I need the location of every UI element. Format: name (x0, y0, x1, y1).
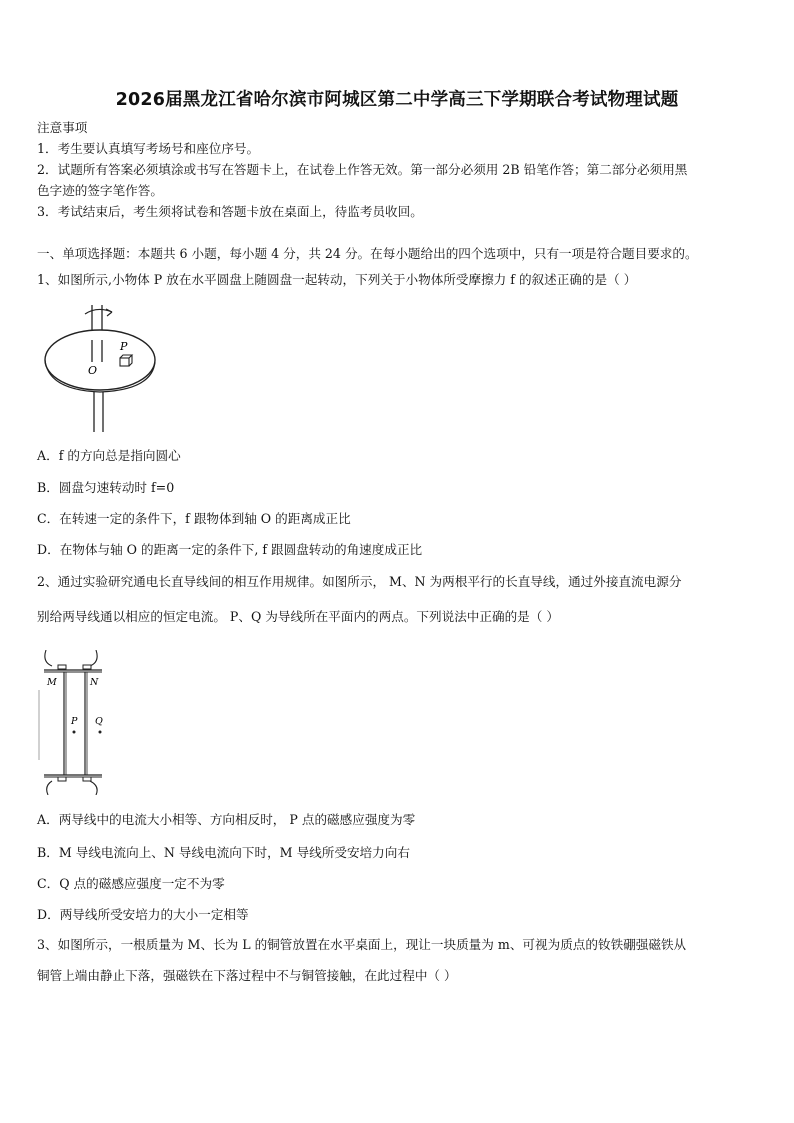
question-2-option-a: A．两导线中的电流大小相等、方向相反时， P 点的磁感应强度为零 (37, 812, 416, 827)
question-2-stem-line-1: 2、通过实验研究通电长直导线间的相互作用规律。如图所示， M、N 为两根平行的长直导线，通过外接直流电源分 (37, 574, 682, 589)
question-3-stem-line-1: 3、如图所示，一根质量为 M、长为 L 的铜管放置在水平桌面上，现让一块质量为 m、可视为质点的钕铁硼强磁铁从 (37, 937, 687, 952)
question-1-option-a: A．f 的方向总是指向圆心 (37, 448, 181, 463)
parallel-wires-figure (38, 650, 110, 795)
section-heading: 一、单项选择题：本题共 6 小题，每小题 4 分，共 24 分。在每小题给出的四个选项中，只有一项是符合题目要求的。 (37, 246, 698, 261)
label-n: N (90, 677, 99, 688)
question-1-option-b: B．圆盘匀速转动时 f=0 (37, 480, 175, 495)
label-p: P (120, 340, 128, 353)
label-m: M (47, 677, 57, 688)
notes-heading: 注意事项 (37, 120, 88, 135)
note-item-3: 3．考试结束后，考生须将试卷和答题卡放在桌面上，待监考员收回。 (37, 204, 423, 219)
note-item-2-continued: 色字迹的签字笔作答。 (37, 183, 163, 198)
question-2-option-b: B．M 导线电流向上、N 导线电流向下时，M 导线所受安培力向右 (37, 845, 410, 860)
label-q: Q (95, 716, 103, 727)
note-item-2: 2．试题所有答案必须填涂或书写在答题卡上，在试卷上作答无效。第一部分必须用 2B 铅笔作答；第二部分必须用黑 (37, 162, 688, 177)
note-item-1: 1．考生要认真填写考场号和座位序号。 (37, 141, 260, 156)
question-2-option-d: D．两导线所受安培力的大小一定相等 (37, 907, 249, 922)
question-2-option-c: C．Q 点的磁感应强度一定不为零 (37, 876, 225, 891)
label-o: O (88, 364, 98, 377)
exam-title: 2026届黑龙江省哈尔滨市阿城区第二中学高三下学期联合考试物理试题 (115, 90, 679, 110)
rotating-disk-figure (40, 300, 170, 435)
question-3-stem-line-2: 铜管上端由静止下落，强磁铁在下落过程中不与铜管接触，在此过程中（ ） (37, 968, 457, 983)
question-1-option-c: C．在转速一定的条件下，f 跟物体到轴 O 的距离成正比 (37, 511, 351, 526)
question-2-stem-line-2: 别给两导线通以相应的恒定电流。 P、Q 为导线所在平面内的两点。下列说法中正确的是（ ） (37, 609, 559, 624)
label-p2: P (71, 716, 78, 727)
question-1-stem: 1、如图所示,小物体 P 放在水平圆盘上随圆盘一起转动，下列关于小物体所受摩擦力 f 的叙述正确的是（ ） (37, 272, 637, 287)
question-1-option-d: D．在物体与轴 O 的距离一定的条件下, f 跟圆盘转动的角速度成正比 (37, 542, 423, 557)
